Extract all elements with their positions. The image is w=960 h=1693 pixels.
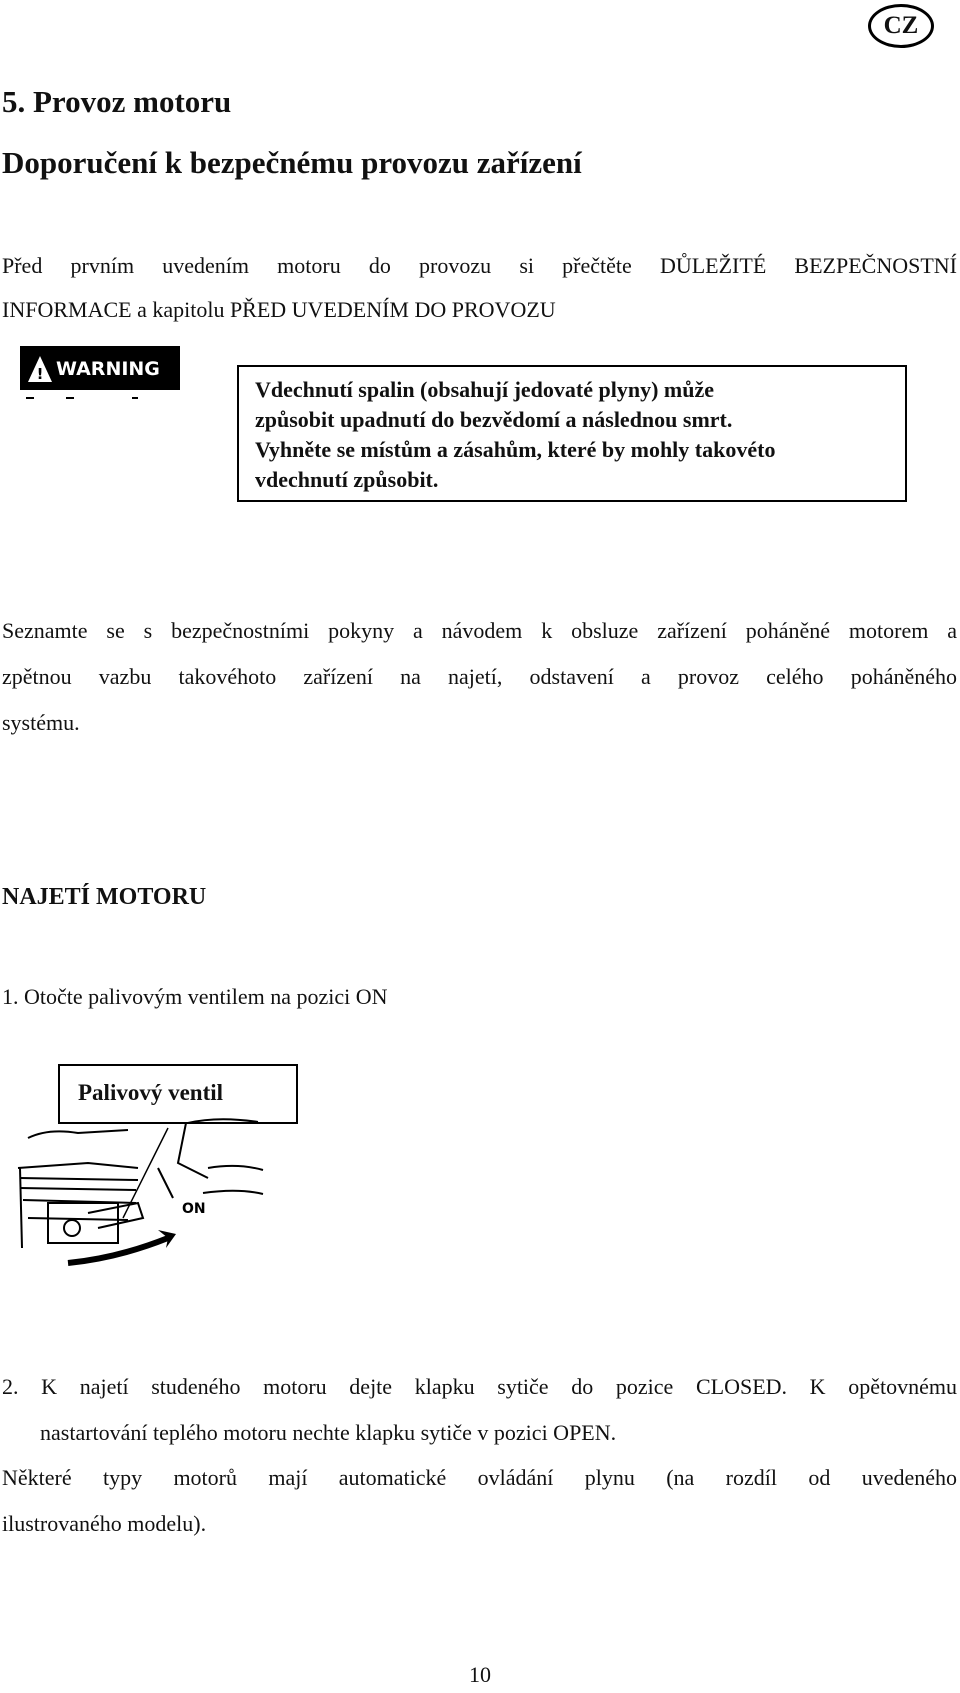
warning-label-image	[18, 340, 208, 408]
warning-box	[237, 365, 907, 502]
language-badge: CZ	[868, 4, 934, 48]
note-line-1: Některé typy motorů mají automatické ovládání plynu (na rozdíl od uvedeného	[2, 1465, 957, 1490]
page-number: 10	[469, 1662, 491, 1687]
warning-line-4: vdechnutí způsobit.	[255, 467, 439, 492]
paragraph-2-line-2: zpětnou vazbu takovéhoto zařízení na najetí, odstavení a provoz celého poháněného	[2, 664, 957, 689]
on-position-label: ON	[182, 1201, 206, 1217]
warning-label-text: WARNING	[56, 358, 160, 380]
step-1: 1. Otočte palivovým ventilem na pozici ON	[2, 984, 388, 1009]
warning-line-3: Vyhněte se místům a zásahům, které by mohly takovéto	[255, 437, 776, 462]
svg-text:!: !	[36, 365, 44, 383]
step-2-line-2: nastartování teplého motoru nechte klapku sytiče v pozici OPEN.	[40, 1420, 617, 1445]
warning-line-1: Vdechnutí spalin (obsahují jedovaté plyny) může	[255, 377, 715, 402]
warning-line-2: způsobit upadnutí do bezvědomí a následnou smrt.	[255, 407, 733, 432]
intro-line-2: INFORMACE a kapitolu PŘED UVEDENÍM DO PROVOZU	[2, 297, 556, 322]
step-2-line-1: 2. K najetí studeného motoru dejte klapku sytiče do pozice CLOSED. K opětovnému	[2, 1374, 957, 1399]
fuel-valve-callout: Palivový ventil	[58, 1064, 298, 1124]
start-section-title: NAJETÍ MOTORU	[2, 884, 207, 910]
section-subtitle: Doporučení k bezpečnému provozu zařízení	[2, 145, 582, 180]
paragraph-2-line-3: systému.	[2, 710, 80, 735]
paragraph-2-line-1: Seznamte se s bezpečnostními pokyny a návodem k obsluze zařízení poháněné motorem a	[2, 618, 957, 643]
intro-line-1: Před prvním uvedením motoru do provozu si přečtěte DŮLEŽITÉ BEZPEČNOSTNÍ	[2, 253, 957, 278]
note-line-2: ilustrovaného modelu).	[2, 1511, 207, 1536]
section-title: 5. Provoz motoru	[2, 84, 232, 119]
fuel-valve-illustration	[8, 1108, 268, 1268]
